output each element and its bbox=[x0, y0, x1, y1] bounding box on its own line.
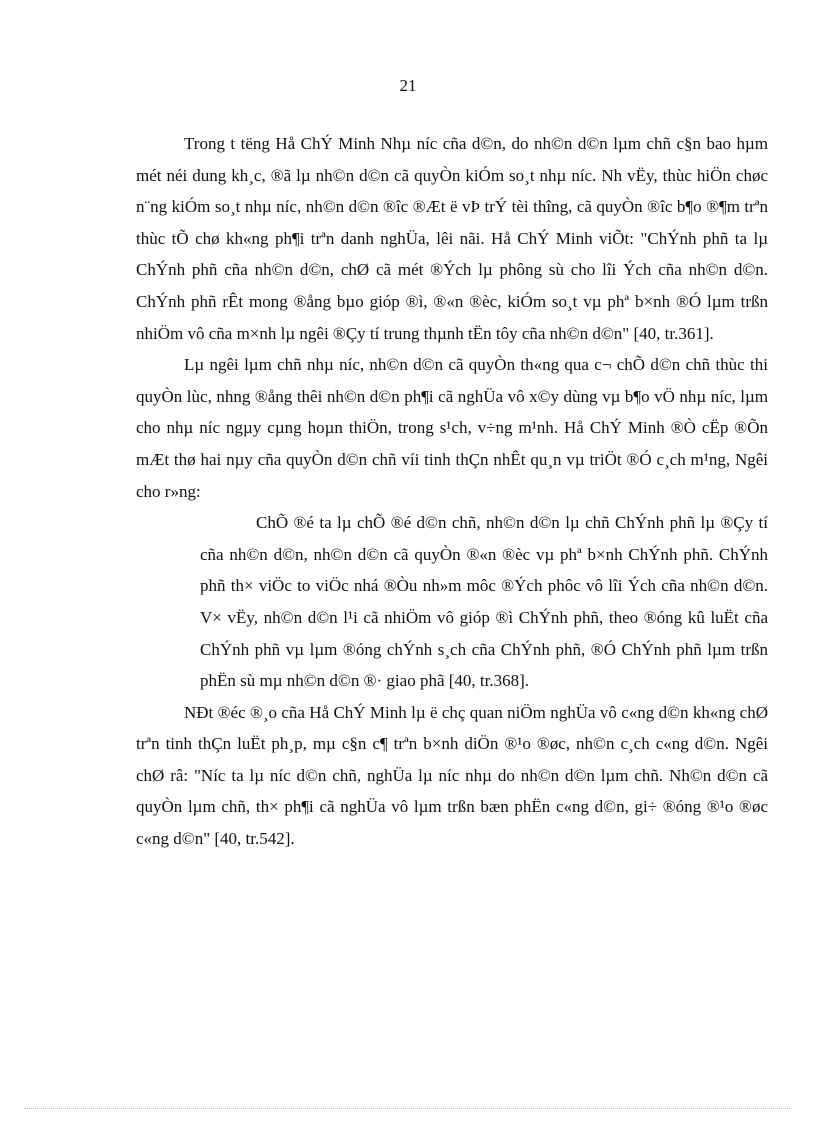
page-number: 21 bbox=[399, 76, 417, 95]
block-quote: ChÕ ®é ta lµ chÕ ®é d©n chñ, nh©n d©n lµ chñ ChÝnh phñ lµ ®Çy tí cña nh©n d©n, nh©n d©n cã quyÒn ®«n ®èc vµ phª b×nh ChÝnh phñ. ChÝnh phñ th× viÖc to viÖc nhá ®Òu nh»m môc ®Ých phôc vô lîi Ých cña nh©n d©n. V× vËy, nh©n d©n l¹i cã nhiÖm vô gióp ®ì ChÝnh phñ, theo ®óng kû luËt cña ChÝnh phñ vµ lµm ®óng chÝnh s¸ch cña ChÝnh phñ, ®Ó ChÝnh phñ lµm trßn phËn sù mµ nh©n d©n ®· giao phã [40, tr.368]. bbox=[200, 513, 768, 691]
paragraph-1: Trong t tëng Hå ChÝ Minh Nhµ níc cña d©n, do nh©n d©n lµm chñ c§n bao hµm mét néi dung kh¸c, ®ã lµ nh©n d©n cã quyÒn kiÓm so¸t nhµ níc. Nh vËy, thùc hiÖn chøc n¨ng kiÓm so¸t nhµ níc, nh©n d©n ®îc ®Æt ë vÞ trÝ tèi thîng, cã quyÒn ®îc b¶o ®¶m trªn thùc tÕ chø kh«ng ph¶i trªn danh nghÜa, lêi nãi. Hå ChÝ Minh viÕt: "ChÝnh phñ ta lµ ChÝnh phñ cña nh©n d©n, chØ cã mét ®Ých lµ phông sù cho lîi Ých cña nh©n d©n. ChÝnh phñ rÊt mong ®ång bµo gióp ®ì, ®«n ®èc, kiÓm so¸t vµ phª b×nh ®Ó lµm trßn nhiÖm vô cña m×nh lµ ngêi ®Çy tí trung thµnh tËn tôy cña nh©n d©n" [40, tr.361]. bbox=[136, 134, 768, 343]
page-bottom-rule bbox=[24, 1108, 792, 1109]
document-body bbox=[136, 128, 768, 855]
paragraph-2: Lµ ngêi lµm chñ nhµ níc, nh©n d©n cã quyÒn th«ng qua c¬ chÕ d©n chñ thùc thi quyÒn lùc, nhng ®ång thêi nh©n d©n ph¶i cã nghÜa vô x©y dùng vµ b¶o vÖ nhµ níc, lµm cho nhµ níc ngµy cµng hoµn thiÖn, trong s¹ch, v÷ng m¹nh. Hå ChÝ Minh ®Ò cËp ®Õn mÆt thø hai nµy cña quyÒn d©n chñ víi tinh thÇn nhÊt qu¸n vµ triÖt ®Ó c¸ch m¹ng, Ngêi cho r»ng: bbox=[136, 355, 768, 501]
paragraph-3: NÐt ®éc ®¸o cña Hå ChÝ Minh lµ ë chç quan niÖm nghÜa vô c«ng d©n kh«ng chØ trªn tinh thÇn luËt ph¸p, mµ c§n c¶ trªn b×nh diÖn ®¹o ®øc, nh©n c¸ch c«ng d©n. Ngêi chØ râ: "Níc ta lµ níc d©n chñ, nghÜa lµ níc nhµ do nh©n d©n lµm chñ. Nh©n d©n cã quyÒn lµm chñ, th× ph¶i cã nghÜa vô lµm trßn bæn phËn c«ng d©n, gi÷ ®óng ®¹o ®øc c«ng d©n" [40, tr.542]. bbox=[136, 702, 768, 849]
